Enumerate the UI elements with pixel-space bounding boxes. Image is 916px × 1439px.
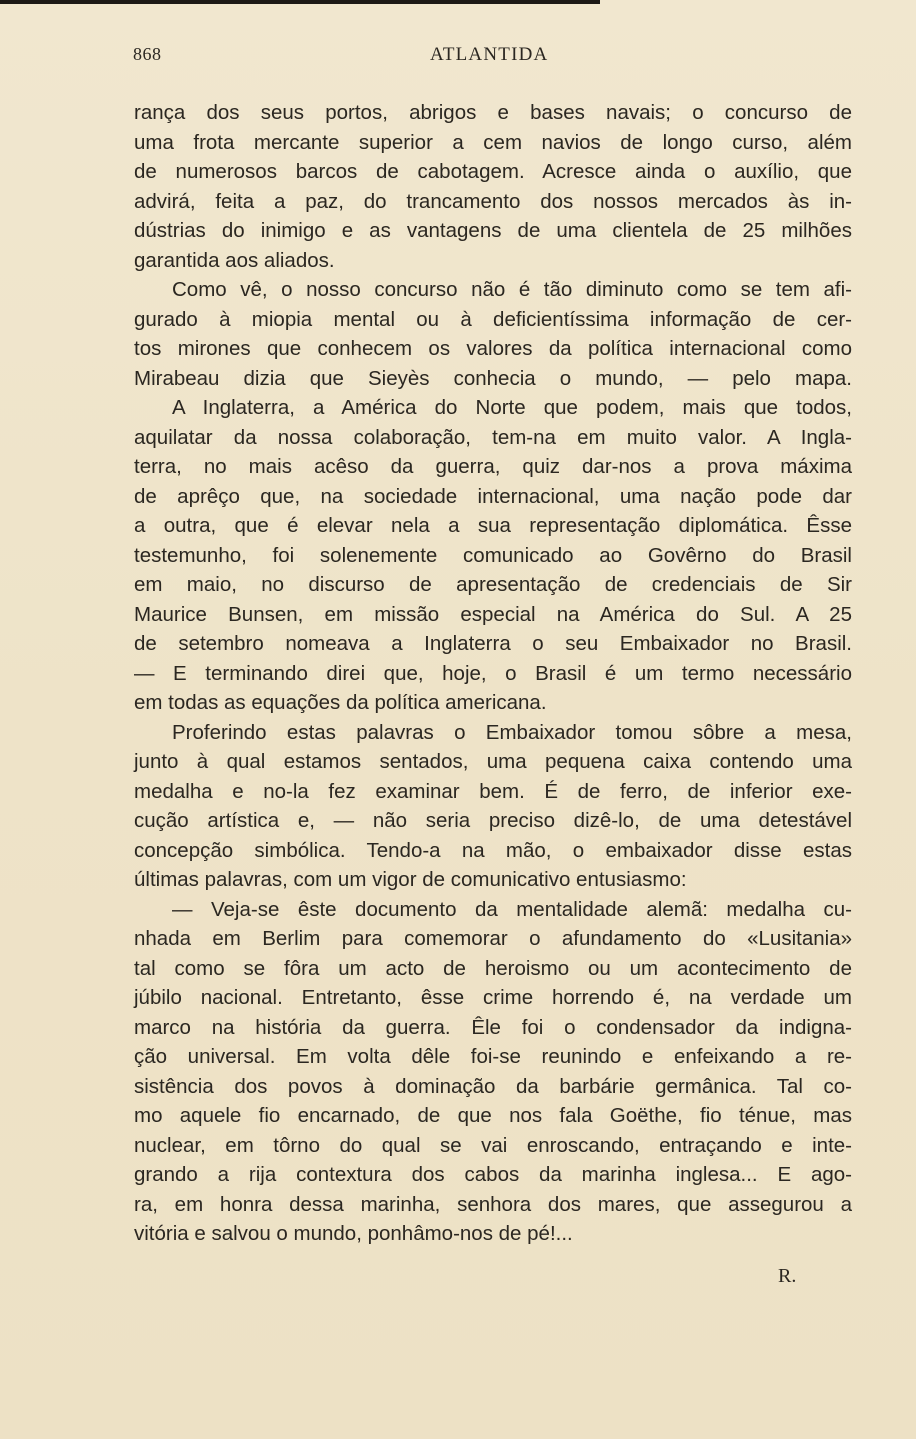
text-line: vitória e salvou o mundo, ponhâmo-nos de pé!... [134, 1222, 573, 1245]
text-line: tos mirones que conhecem os valores da política internacional como [134, 337, 852, 360]
text-line: nuclear, em tôrno do qual se vai enroscando, entraçando e inte- [134, 1133, 852, 1157]
text-line: ção universal. Em volta dêle foi-se reunindo e enfeixando a re- [134, 1045, 852, 1068]
text-line: Como vê, o nosso concurso não é tão diminuto como se tem afi- [172, 278, 852, 301]
text-line: de numerosos barcos de cabotagem. Acresce ainda o auxílio, que [134, 160, 852, 183]
text-line: medalha e no-la fez examinar bem. É de ferro, de inferior exe- [134, 779, 852, 803]
text-line: uma frota mercante superior a cem navios de longo curso, além [134, 130, 852, 154]
signature: R. [778, 1265, 797, 1287]
text-line: ra, em honra dessa marinha, senhora dos mares, que assegurou a [134, 1192, 852, 1216]
text-line: sistência dos povos à dominação da barbárie germânica. Tal co- [134, 1074, 852, 1098]
text-line: dústrias do inimigo e as vantagens de uma clientela de 25 milhões [134, 219, 852, 242]
text-line: — Veja-se êste documento da mentalidade alemã: medalha cu- [172, 897, 852, 921]
text-line: — E terminando direi que, hoje, o Brasil é um termo necessário [134, 661, 852, 685]
text-line: testemunho, foi solenemente comunicado ao Govêrno do Brasil [134, 543, 852, 567]
text-line: júbilo nacional. Entretanto, êsse crime horrendo é, na verdade um [134, 986, 852, 1009]
text-line: nhada em Berlim para comemorar o afundamento do «Lusitania» [134, 927, 852, 950]
text-line: A Inglaterra, a América do Norte que podem, mais que todos, [172, 396, 852, 419]
text-line: junto à qual estamos sentados, uma pequena caixa contendo uma [134, 750, 852, 773]
page-header [0, 44, 916, 74]
text-line: últimas palavras, com um vigor de comunicativo entusiasmo: [134, 868, 687, 891]
text-line: em todas as equações da política americana. [134, 691, 547, 714]
text-line: grando a rija contextura dos cabos da marinha inglesa... E ago- [134, 1163, 852, 1186]
text-line: advirá, feita a paz, do trancamento dos nossos mercados às in- [134, 189, 852, 213]
text-line: de setembro nomeava a Inglaterra o seu Embaixador no Brasil. [134, 632, 852, 655]
text-line: concepção simbólica. Tendo-a na mão, o embaixador disse estas [134, 838, 852, 862]
text-line: Maurice Bunsen, em missão especial na América do Sul. A 25 [134, 602, 852, 626]
text-line: marco na história da guerra. Êle foi o condensador da indigna- [134, 1015, 852, 1039]
text-line: de aprêço que, na sociedade internacional, uma nação pode dar [134, 484, 852, 508]
text-line: gurado à miopia mental ou à deficientíssima informação de cer- [134, 307, 852, 331]
text-line: rança dos seus portos, abrigos e bases navais; o concurso de [134, 101, 852, 124]
text-line: a outra, que é elevar nela a sua representação diplomática. Êsse [134, 514, 852, 537]
text-line: Mirabeau dizia que Sieyès conhecia o mundo, — pelo mapa. [134, 366, 852, 390]
text-line: aquilatar da nossa colaboração, tem-na em muito valor. A Ingla- [134, 425, 852, 449]
top-rule [0, 0, 600, 4]
body-text [134, 98, 852, 1249]
text-line: garantida aos aliados. [134, 248, 335, 272]
text-line: Proferindo estas palavras o Embaixador tomou sôbre a mesa, [172, 720, 852, 744]
text-line: cução artística e, — não seria preciso dizê-lo, de uma detestável [134, 809, 852, 832]
text-line: terra, no mais acêso da guerra, quiz dar-nos a prova máxima [134, 455, 852, 478]
text-line: mo aquele fio encarnado, de que nos fala Goëthe, fio ténue, mas [134, 1104, 852, 1127]
running-title: ATLANTIDA [430, 44, 549, 65]
page-number: 868 [133, 44, 162, 64]
text-line: tal como se fôra um acto de heroismo ou um acontecimento de [134, 956, 852, 980]
text-line: em maio, no discurso de apresentação de credenciais de Sir [134, 573, 852, 596]
